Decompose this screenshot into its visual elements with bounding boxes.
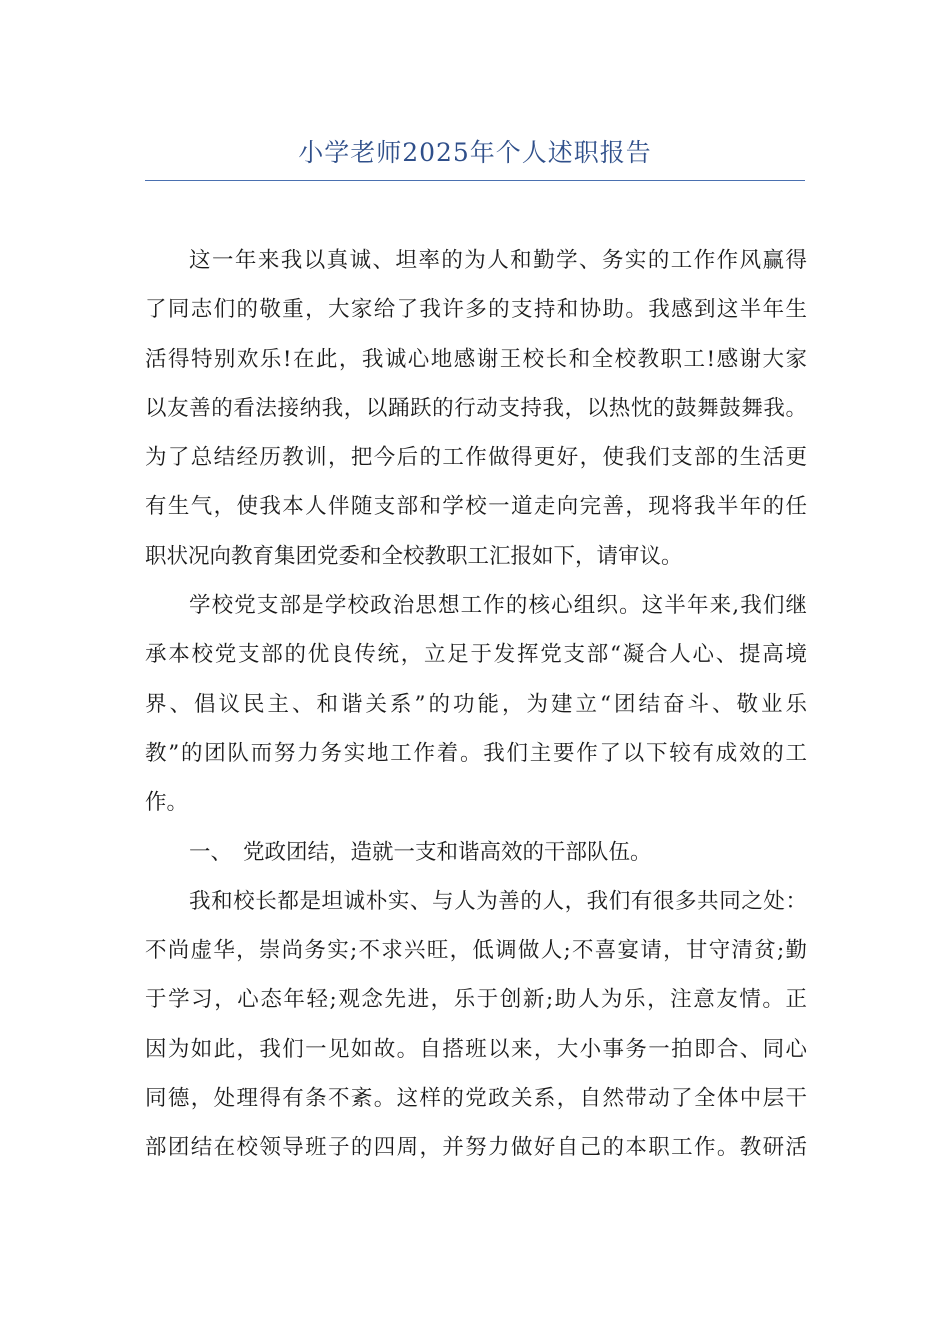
text-line: 了同志们的敬重，大家给了我许多的支持和协助。我感到这半年生 xyxy=(145,297,807,323)
text-line: 学校党支部是学校政治思想工作的核心组织。这半年来,我们继 xyxy=(189,593,807,619)
text-line: 我和校长都是坦诚朴实、与人为善的人，我们有很多共同之处： xyxy=(189,888,807,914)
text-line: 以友善的看法接纳我，以踊跃的行动支持我，以热忱的鼓舞鼓舞我。 xyxy=(145,395,807,421)
text-line: 承本校党支部的优良传统，立足于发挥党支部“凝合人心、提高境 xyxy=(145,642,807,668)
text-line: 这一年来我以真诚、坦率的为人和勤学、务实的工作作风赢得 xyxy=(189,248,807,273)
text-line: 活得特别欢乐!在此，我诚心地感谢王校长和全校教职工!感谢大家 xyxy=(145,346,807,372)
title-underline xyxy=(145,180,805,181)
text-line: 界、倡议民主、和谐关系”的功能，为建立“团结奋斗、敬业乐 xyxy=(145,691,807,717)
text-line: 不尚虚华，崇尚务实;不求兴旺，低调做人;不喜宴请，甘守清贫;勤 xyxy=(145,938,807,964)
text-line: 同德，处理得有条不紊。这样的党政关系，自然带动了全体中层干 xyxy=(145,1086,807,1112)
text-line: 有生气，使我本人伴随支部和学校一道走向完善，现将我半年的任 xyxy=(145,494,807,520)
document-body xyxy=(145,236,807,1173)
text-line: 部团结在校领导班子的四周，并努力做好自己的本职工作。教研活 xyxy=(145,1135,807,1161)
paragraph-block xyxy=(145,236,807,828)
section-heading xyxy=(145,828,807,877)
text-line: 教”的团队而努力务实地工作着。我们主要作了以下较有成效的工 xyxy=(145,740,807,766)
paragraph-block xyxy=(145,877,807,1173)
text-line: 作。 xyxy=(145,790,189,816)
document-title: 小学老师2025年个人述职报告 xyxy=(298,138,652,167)
text-line: 于学习，心态年轻;观念先进，乐于创新;助人为乐，注意友情。正 xyxy=(145,987,807,1013)
section-number: 一、 xyxy=(189,839,233,865)
section-heading-text: 党政团结，造就一支和谐高效的干部队伍。 xyxy=(243,839,652,865)
text-line: 职状况向教育集团党委和全校教职工汇报如下，请审议。 xyxy=(145,543,683,569)
text-line: 为了总结经历教训，把今后的工作做得更好，使我们支部的生活更 xyxy=(145,445,807,471)
text-line: 因为如此，我们一见如故。自搭班以来，大小事务一拍即合、同心 xyxy=(145,1036,807,1062)
